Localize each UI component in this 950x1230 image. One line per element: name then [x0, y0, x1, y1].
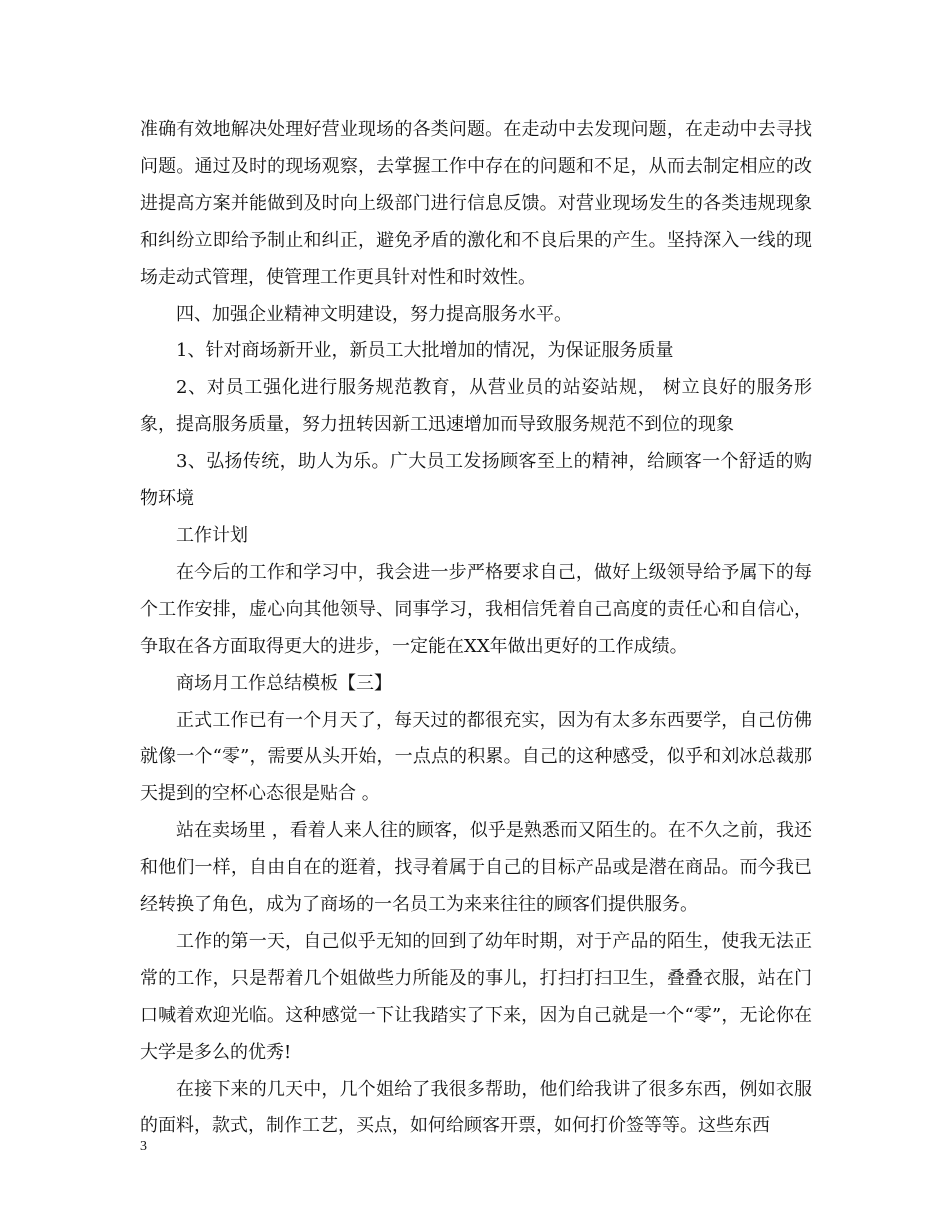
paragraph-4: 2、对员工强化进行服务规范教育，从营业员的站姿站规， 树立良好的服务形象，提高服务质量，努力扭转因新工迅速增加而导致服务规范不到位的现象	[140, 377, 812, 436]
paragraph-1: 准确有效地解决处理好营业现场的各类问题。在走动中去发现问题，在走动中去寻找问题。通过及时的现场观察，去掌握工作中存在的问题和不足，从而去制定相应的改进提高方案并能做到及时向上级部门进行信息反馈。对营业现场发生的各类违规现象和纠纷立即给予制止和纠正，避免矛盾的激化和不良后果的产生。坚持深入一线的现场走动式管理，使管理工作更具针对性和时效性。	[140, 119, 812, 288]
paragraph-3: 1、针对商场新开业，新员工大批增加的情况，为保证服务质量	[176, 340, 674, 362]
paragraph-5: 3、弘扬传统，助人为乐。广大员工发扬顾客至上的精神，给顾客一个舒适的购物环境	[140, 451, 812, 510]
paragraph-12: 在接下来的几天中，几个姐给了我很多帮助，他们给我讲了很多东西，例如衣服的面料，款式，制作工艺，买点，如何给顾客开票，如何打价签等等。这些东西	[140, 1078, 812, 1137]
page-number: 3	[140, 1139, 147, 1154]
paragraph-7: 在今后的工作和学习中，我会进一步严格要求自己，做好上级领导给予属下的每个工作安排，虚心向其他领导、同事学习，我相信凭着自己高度的责任心和自信心，争取在各方面取得更大的进步，一定能在XX年做出更好的工作成绩。	[140, 561, 812, 657]
section-heading-work-plan: 工作计划	[176, 524, 248, 546]
paragraph-9: 正式工作已有一个月天了，每天过的都很充实，因为有太多东西要学，自己仿佛就像一个“零”，需要从头开始，一点点的积累。自己的这种感受，似乎和刘冰总裁那天提到的空杯心态很是贴合 。	[140, 709, 812, 805]
paragraph-11: 工作的第一天，自己似乎无知的回到了幼年时期，对于产品的陌生，使我无法正常的工作，只是帮着几个姐做些力所能及的事儿，打扫打扫卫生，叠叠衣服，站在门口喊着欢迎光临。这种感觉一下让我踏实了下来，因为自己就是一个“零”，无论你在大学是多么的优秀!	[140, 930, 812, 1063]
document-body	[140, 112, 812, 1145]
paragraph-10: 站在卖场里 ，看着人来人往的顾客，似乎是熟悉而又陌生的。在不久之前，我还和他们一样，自由自在的逛着，找寻着属于自己的目标产品或是潜在商品。而今我已经转换了角色，成为了商场的一名员工为来来往往的顾客们提供服务。	[140, 820, 812, 916]
section-heading-template-three: 商场月工作总结模板【三】	[176, 672, 392, 694]
paragraph-2: 四、加强企业精神文明建设，努力提高服务水平。	[176, 303, 572, 325]
